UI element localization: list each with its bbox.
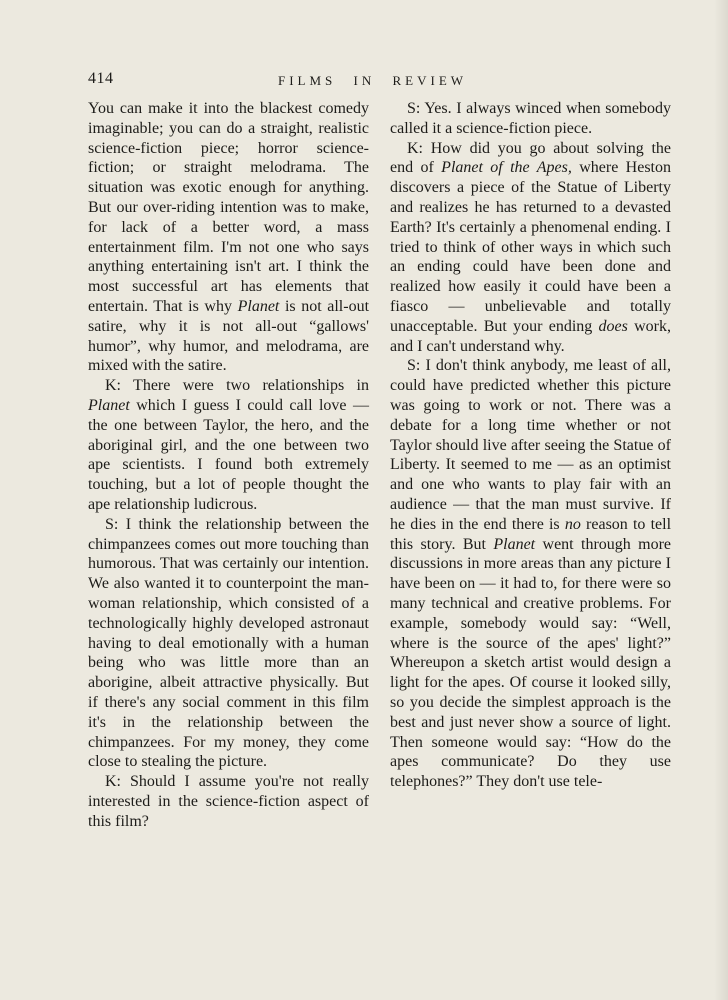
page-number: 414 xyxy=(88,70,114,87)
right-column xyxy=(390,99,671,792)
page-edge-shadow xyxy=(714,0,728,1000)
right-paragraph-3: S: I don't think anybody, me least of all, could have predicted whether this picture was going to work or not. There was a debate for a long time whether or not Taylor should live after seeing the Statue of Liberty. It seemed to me — as an optimist and one who wants to play fair with an audience — that the man must survive. If he dies in the end there is no reason to tell this story. But Planet went through more discussions in more areas than any picture I have been on — it had to, for there were so many technical and creative problems. For example, somebody would say: “Well, where is the source of the apes' light?” Whereupon a sketch artist would design a light for the apes. Of course it looked silly, so you decide the simplest approach is the best and just never show a source of light. Then someone would say: “How do the apes communicate? Do they use telephones?” They don't use tele- xyxy=(390,357,672,791)
right-paragraph-1: S: Yes. I always winced when somebody called it a science-fiction piece. xyxy=(390,100,671,137)
left-paragraph-1: You can make it into the blackest comedy imaginable; you can do a straight, realistic science-fiction piece; horror science-fiction; or straight melodrama. The situation was exotic enough for anything. But our over-riding intention was to make, for lack of a better word, a mass entertainment film. I'm not one who says anything entertaining isn't art. I think the most successful art has elements that entertain. That is why Planet is not all-out satire, why it is not all-out “gallows' humor”, why humor, and melodrama, are mixed with the satire. xyxy=(88,100,370,375)
left-column xyxy=(88,99,369,831)
right-paragraph-2: K: How did you go about solving the end of Planet of the Apes, where Heston discovers a piece of the Statue of Liberty and realizes he has returned to a devasted Earth? It's certainly a phenomenal ending. I tried to think of other ways in which such an ending could have been done and realized how easily it could have been a fiasco — unbelievable and totally unacceptable. But your ending does work, and I can't understand why. xyxy=(390,139,672,355)
running-title: FILMS IN REVIEW xyxy=(278,73,468,88)
left-paragraph-2: K: There were two relationships in Planet which I guess I could call love — the one between Taylor, the hero, and the aboriginal girl, and the one between two ape scientists. I found both extremely touching, but a lot of people thought the ape relationship ludicrous. xyxy=(88,377,370,513)
left-paragraph-3: S: I think the relationship between the chimpanzees comes out more touching than humorous. That was certainly our intention. We also wanted it to counterpoint the man-woman relationship, which consisted of a technologically highly developed astronaut having to deal emotionally with a human being who was little more than an aborigine, albeit attractive physically. But if there's any social comment in this film it's in the relationship between the chimpanzees. For my money, they come close to stealing the picture. xyxy=(88,515,369,771)
page-header xyxy=(88,70,668,94)
left-paragraph-4: K: Should I assume you're not really interested in the science-fiction aspect of this film? xyxy=(88,773,369,830)
